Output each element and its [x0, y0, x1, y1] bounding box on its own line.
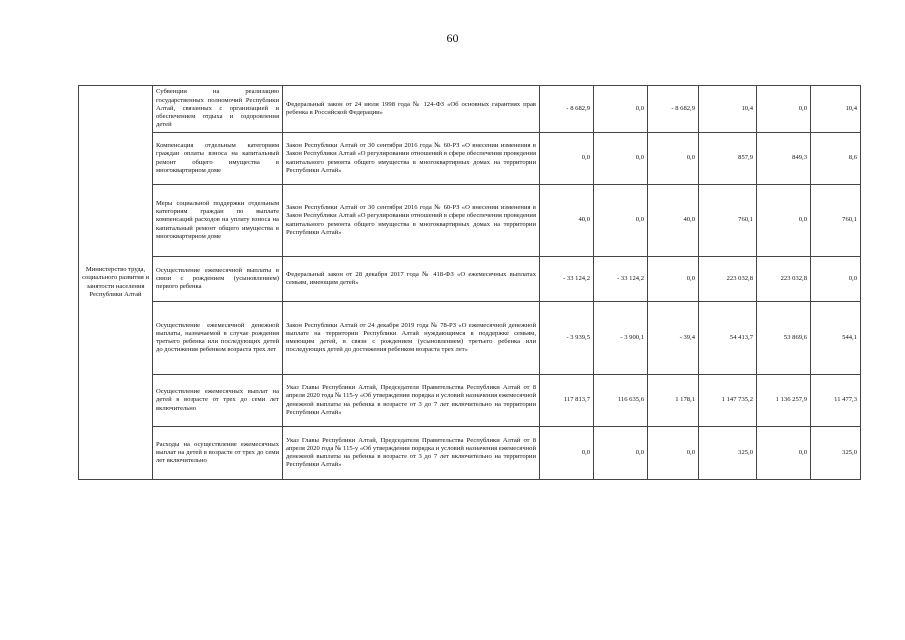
value-cell: 1 147 735,2	[699, 375, 757, 427]
ministry-cell: Министерство труда, социального развития и занятости населения Республики Алтай	[79, 86, 153, 480]
value-cell: 0,0	[594, 86, 648, 133]
measure-cell: Компенсация отдельным категориям граждан оплаты взноса на капитальный ремонт общего имущества в многоквартирном доме	[153, 133, 283, 185]
value-cell: 325,0	[811, 427, 861, 480]
value-cell: - 33 124,2	[594, 257, 648, 302]
value-cell: 11 477,3	[811, 375, 861, 427]
law-cell: Федеральный закон от 28 декабря 2017 года № 418-ФЗ «О ежемесячных выплатах семьям, имеющим детей»	[283, 257, 540, 302]
value-cell: 0,0	[757, 86, 811, 133]
value-cell: 40,0	[540, 185, 594, 257]
value-cell: - 8 682,9	[540, 86, 594, 133]
value-cell: 0,0	[594, 133, 648, 185]
law-cell: Указ Главы Республики Алтай, Председателя Правительства Республики Алтай от 8 апреля 2020 года № 115-у «Об утверждении порядка и условий назначения ежемесячной денежной выплаты на ребенка в возрасте от 3 до 7 лет включительно на территории Республики Алтай»	[283, 427, 540, 480]
value-cell: 0,0	[648, 257, 699, 302]
value-cell: 760,1	[811, 185, 861, 257]
law-cell: Закон Республики Алтай от 24 декабря 2019 года № 78-РЗ «О ежемесячной денежной выплате на территории Республики Алтай нуждающимся в поддержке семьям, имеющим детей, в связи с рождением (усыновлением) третьего ребенка или последующих детей до достижения ребенком возраста трех лет»	[283, 302, 540, 375]
value-cell: 40,0	[648, 185, 699, 257]
measure-cell: Осуществление ежемесячной выплаты в связи с рождением (усыновлением) первого ребенка	[153, 257, 283, 302]
value-cell: - 39,4	[648, 302, 699, 375]
value-cell: 223 032,8	[757, 257, 811, 302]
budget-table	[78, 85, 861, 480]
value-cell: - 33 124,2	[540, 257, 594, 302]
value-cell: 53 869,6	[757, 302, 811, 375]
value-cell: 116 635,6	[594, 375, 648, 427]
value-cell: 0,0	[757, 427, 811, 480]
value-cell: 54 413,7	[699, 302, 757, 375]
table-row	[79, 86, 861, 133]
value-cell: 10,4	[811, 86, 861, 133]
value-cell: - 3 900,1	[594, 302, 648, 375]
value-cell: - 3 939,5	[540, 302, 594, 375]
value-cell: 117 813,7	[540, 375, 594, 427]
value-cell: 849,3	[757, 133, 811, 185]
value-cell: 223 032,8	[699, 257, 757, 302]
measure-cell: Расходы на осуществление ежемесячных выплат на детей в возрасте от трех до семи лет включительно	[153, 427, 283, 480]
value-cell: 0,0	[811, 257, 861, 302]
table-row	[79, 133, 861, 185]
value-cell: 0,0	[594, 427, 648, 480]
law-cell: Закон Республики Алтай от 30 сентября 2016 года № 60-РЗ «О внесении изменения в Закон Республики Алтай «О регулировании отношений в сфере обеспечения проведения капитального ремонта общего имущества в многоквартирных домах на территории Республики Алтай»	[283, 133, 540, 185]
value-cell: 0,0	[648, 133, 699, 185]
table-row	[79, 302, 861, 375]
value-cell: 8,6	[811, 133, 861, 185]
measure-cell: Осуществление ежемесячных выплат на детей в возрасте от трех до семи лет включительно	[153, 375, 283, 427]
law-cell: Федеральный закон от 24 июля 1998 года № 124-ФЗ «Об основных гарантиях прав ребенка в Российской Федерации»	[283, 86, 540, 133]
value-cell: 0,0	[648, 427, 699, 480]
table-row	[79, 257, 861, 302]
value-cell: 325,0	[699, 427, 757, 480]
value-cell: 760,1	[699, 185, 757, 257]
value-cell: - 8 682,9	[648, 86, 699, 133]
value-cell: 1 178,1	[648, 375, 699, 427]
value-cell: 1 136 257,9	[757, 375, 811, 427]
law-cell: Указ Главы Республики Алтай, Председателя Правительства Республики Алтай от 8 апреля 2020 года № 115-у «Об утверждении порядка и условий назначения ежемесячной денежной выплаты на ребенка в возрасте от 3 до 7 лет включительно на территории Республики Алтай»	[283, 375, 540, 427]
value-cell: 0,0	[757, 185, 811, 257]
table-row	[79, 427, 861, 480]
measure-cell: Меры социальной поддержки отдельным категориям граждан по выплате компенсаций расходов на уплату взноса на капитальный ремонт общего имущества в многоквартирном доме	[153, 185, 283, 257]
page-number: 60	[446, 31, 459, 45]
measure-cell: Субвенции на реализацию государственных полномочий Республики Алтай, связанных с организацией и обеспечением отдыха и оздоровления детей	[153, 86, 283, 133]
table-row	[79, 185, 861, 257]
value-cell: 10,4	[699, 86, 757, 133]
measure-cell: Осуществление ежемесячной денежной выплаты, назначаемой в случае рождения третьего ребенка или последующих детей до достижения ребенком возраста трех лет	[153, 302, 283, 375]
law-cell: Закон Республики Алтай от 30 сентября 2016 года № 60-РЗ «О внесении изменения в Закон Республики Алтай «О регулировании отношений в сфере обеспечения проведения капитального ремонта общего имущества в многоквартирных домах на территории Республики Алтай»	[283, 185, 540, 257]
value-cell: 544,1	[811, 302, 861, 375]
table-row	[79, 375, 861, 427]
value-cell: 0,0	[594, 185, 648, 257]
value-cell: 0,0	[540, 427, 594, 480]
value-cell: 0,0	[540, 133, 594, 185]
value-cell: 857,9	[699, 133, 757, 185]
